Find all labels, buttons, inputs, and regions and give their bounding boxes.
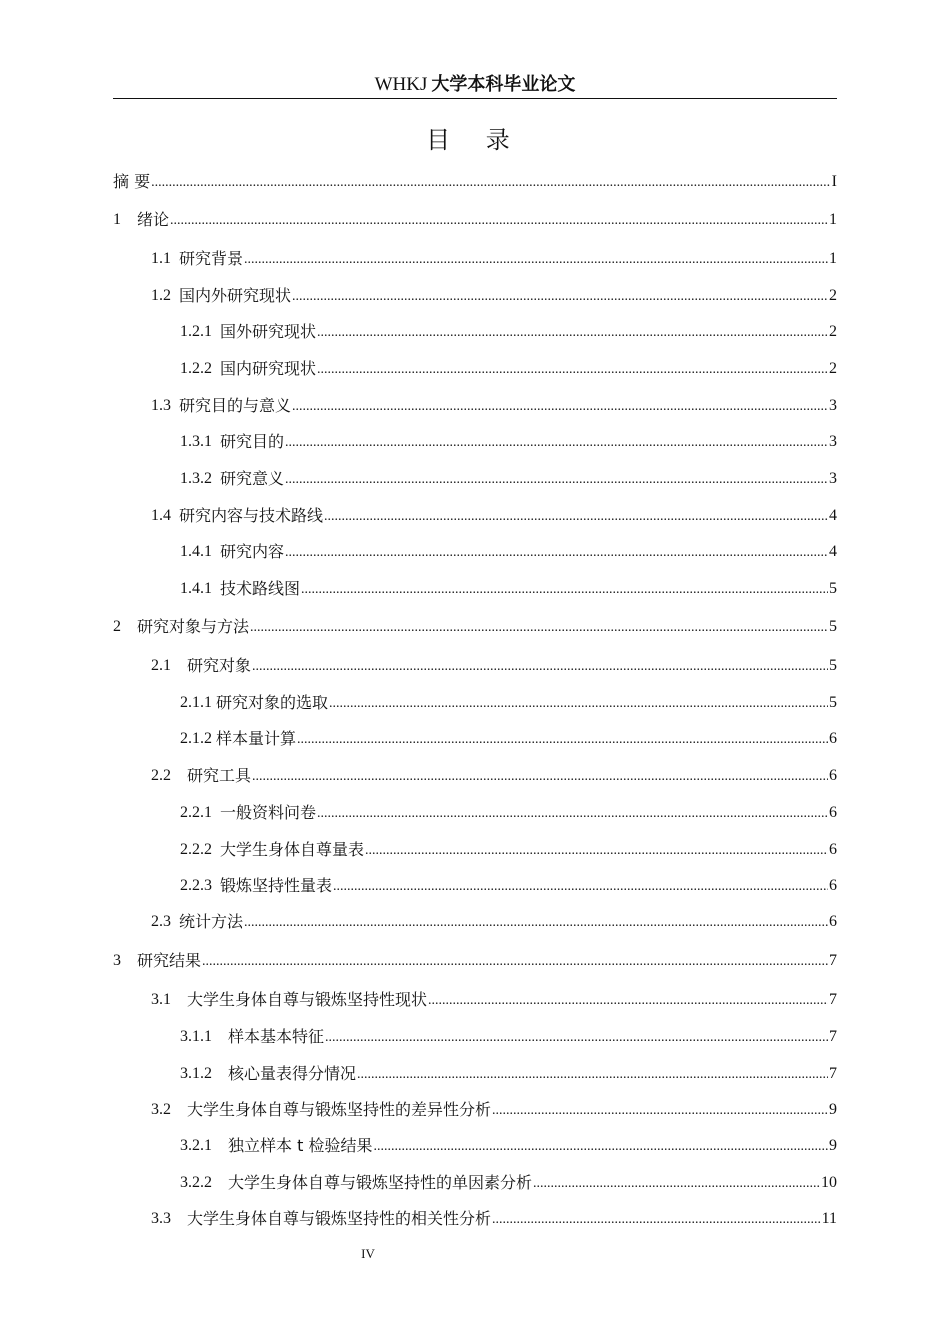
toc-dot-leader	[244, 914, 828, 932]
toc-entry-label: 大学生身体自尊与锻炼坚持性的单因素分析	[228, 1173, 533, 1192]
toc-entry-page: 5	[829, 580, 837, 597]
toc-entry-label: 研究工具	[187, 766, 252, 785]
toc-entry[interactable]	[180, 1060, 837, 1084]
toc-entry-label: 研究对象的选取	[216, 693, 329, 712]
toc-entry-label: 一般资料问卷	[220, 803, 317, 822]
toc-dot-leader	[292, 398, 828, 416]
toc-entry[interactable]	[151, 282, 837, 306]
toc-entry[interactable]	[113, 206, 837, 230]
toc-entry-label: 研究内容与技术路线	[179, 506, 324, 525]
toc-dot-leader	[202, 953, 828, 971]
toc-entry-page: 4	[829, 507, 837, 524]
toc-entry-label: 大学生身体自尊与锻炼坚持性的差异性分析	[187, 1100, 492, 1119]
toc-dot-leader	[373, 1138, 828, 1156]
toc-entry-page: 6	[829, 913, 837, 930]
toc-entry-page: I	[831, 173, 837, 190]
toc-entry[interactable]	[113, 947, 837, 971]
toc-entry-number: 3	[113, 952, 137, 969]
toc-entry-page: 7	[829, 952, 837, 969]
toc-entry[interactable]	[151, 502, 837, 526]
toc-entry-number: 3.2	[151, 1101, 187, 1118]
toc-entry[interactable]	[151, 908, 837, 932]
toc-entry-label: 大学生身体自尊与锻炼坚持性现状	[187, 990, 428, 1009]
toc-entry-label: 统计方法	[179, 912, 244, 931]
toc-entry-page: 7	[829, 1065, 837, 1082]
toc-entry-number: 1.3.2	[180, 470, 220, 487]
toc-entry-label: 样本量计算	[216, 729, 297, 748]
toc-entry[interactable]	[180, 428, 837, 452]
toc-entry-number: 2.1.2	[180, 730, 216, 747]
header-title-text: 大学本科毕业论文	[431, 74, 576, 95]
toc-dot-leader	[244, 251, 828, 269]
toc-dot-leader	[492, 1211, 821, 1229]
toc-entry-page: 6	[829, 804, 837, 821]
toc-dot-leader	[285, 434, 828, 452]
toc-entry-page: 2	[829, 323, 837, 340]
toc-entry[interactable]	[180, 575, 837, 599]
toc-entry-label: 绪论	[137, 210, 170, 229]
toc-entry-number: 3.1.1	[180, 1028, 228, 1045]
toc-dot-leader	[297, 731, 828, 749]
toc-entry[interactable]	[180, 318, 837, 342]
toc-dot-leader	[365, 842, 828, 860]
toc-entry[interactable]	[180, 1023, 837, 1047]
toc-dot-leader	[492, 1102, 828, 1120]
toc-entry[interactable]	[151, 762, 837, 786]
toc-entry[interactable]	[180, 836, 837, 860]
toc-entry-label: 核心量表得分情况	[228, 1064, 357, 1083]
toc-entry-page: 2	[829, 287, 837, 304]
toc-dot-leader	[292, 288, 828, 306]
toc-entry[interactable]	[151, 392, 837, 416]
toc-entry-number: 1.2.2	[180, 360, 220, 377]
toc-entry-page: 2	[829, 360, 837, 377]
toc-entry-label: 国外研究现状	[220, 322, 317, 341]
toc-entry[interactable]	[151, 1096, 837, 1120]
toc-title: 目 录	[426, 126, 524, 154]
toc-entry[interactable]	[180, 799, 837, 823]
toc-entry-page: 5	[829, 657, 837, 674]
toc-entry[interactable]	[180, 538, 837, 562]
toc-entry[interactable]	[180, 1169, 837, 1193]
toc-dot-leader	[151, 174, 831, 192]
toc-entry-page: 3	[829, 433, 837, 450]
toc-entry-label: 研究目的与意义	[179, 396, 292, 415]
toc-entry-number: 2.3	[151, 913, 179, 930]
toc-entry-number: 1	[113, 211, 137, 228]
toc-entry-number: 1.2.1	[180, 323, 220, 340]
toc-entry[interactable]	[151, 245, 837, 269]
toc-entry-number: 3.1	[151, 991, 187, 1008]
toc-entry-label: 国内外研究现状	[179, 286, 292, 305]
toc-entry-number: 3.2.1	[180, 1137, 228, 1154]
toc-dot-leader	[252, 658, 828, 676]
toc-entry-number: 1.2	[151, 287, 179, 304]
toc-entry-number: 2.2.2	[180, 841, 220, 858]
toc-entry-page: 7	[829, 991, 837, 1008]
toc-entry-page: 3	[829, 470, 837, 487]
toc-entry[interactable]	[151, 652, 837, 676]
toc-entry-label: 摘 要	[113, 172, 151, 191]
toc-entry-page: 3	[829, 397, 837, 414]
toc-dot-leader	[329, 695, 828, 713]
toc-entry-page: 11	[821, 1210, 837, 1227]
toc-entry-number: 3.3	[151, 1210, 187, 1227]
toc-entry-label: 研究对象与方法	[137, 617, 250, 636]
toc-entry-page: 6	[829, 841, 837, 858]
toc-entry-number: 2.1.1	[180, 694, 216, 711]
toc-dot-leader	[533, 1175, 820, 1193]
toc-entry[interactable]	[113, 168, 837, 192]
toc-entry-number: 2.2	[151, 767, 187, 784]
toc-dot-leader	[285, 471, 828, 489]
toc-entry-number: 2.1	[151, 657, 187, 674]
toc-entry-label: 大学生身体自尊与锻炼坚持性的相关性分析	[187, 1209, 492, 1228]
toc-entry-number: 1.4.1	[180, 580, 220, 597]
toc-entry-page: 1	[829, 250, 837, 267]
toc-dot-leader	[324, 508, 828, 526]
toc-entry[interactable]	[180, 872, 837, 896]
toc-entry-page: 6	[829, 877, 837, 894]
toc-entry-label: 样本基本特征	[228, 1027, 325, 1046]
toc-entry[interactable]	[180, 465, 837, 489]
toc-dot-leader	[252, 768, 828, 786]
toc-entry-page: 6	[829, 767, 837, 784]
toc-entry-number: 3.1.2	[180, 1065, 228, 1082]
toc-entry-page: 5	[829, 694, 837, 711]
toc-dot-leader	[428, 992, 828, 1010]
toc-entry-number: 3.2.2	[180, 1174, 228, 1191]
toc-entry-number: 2	[113, 618, 137, 635]
toc-entry-label: 研究内容	[220, 542, 285, 561]
toc-entry[interactable]	[180, 689, 837, 713]
toc-entry-page: 7	[829, 1028, 837, 1045]
toc-entry[interactable]	[113, 613, 837, 637]
toc-entry[interactable]	[180, 355, 837, 379]
toc-entry-label: 研究对象	[187, 656, 252, 675]
toc-entry-label: 研究目的	[220, 432, 285, 451]
toc-entry-label: 国内研究现状	[220, 359, 317, 378]
toc-entry-page: 4	[829, 543, 837, 560]
toc-entry-number: 2.2.1	[180, 804, 220, 821]
header-latin-text: WHKJ	[374, 74, 428, 95]
toc-entry-label: 独立样本 t 检验结果	[228, 1136, 373, 1155]
toc-entry-number: 2.2.3	[180, 877, 220, 894]
toc-dot-leader	[317, 324, 828, 342]
toc-dot-leader	[317, 361, 828, 379]
toc-entry[interactable]	[180, 1132, 837, 1156]
toc-entry[interactable]	[151, 1205, 837, 1229]
toc-entry-label: 技术路线图	[220, 579, 301, 598]
toc-dot-leader	[357, 1066, 828, 1084]
toc-dot-leader	[250, 619, 828, 637]
toc-entry[interactable]	[180, 725, 837, 749]
toc-dot-leader	[325, 1029, 828, 1047]
toc-entry-page: 5	[829, 618, 837, 635]
toc-entry-page: 1	[829, 211, 837, 228]
toc-entry-label: 研究背景	[179, 249, 244, 268]
toc-entry-label: 研究意义	[220, 469, 285, 488]
toc-entry-page: 6	[829, 730, 837, 747]
toc-entry-page: 9	[829, 1137, 837, 1154]
toc-entry[interactable]	[151, 986, 837, 1010]
toc-entry-number: 1.3.1	[180, 433, 220, 450]
toc-entry-label: 研究结果	[137, 951, 202, 970]
toc-dot-leader	[333, 878, 828, 896]
toc-entry-page: 9	[829, 1101, 837, 1118]
toc-dot-leader	[170, 212, 828, 230]
toc-dot-leader	[301, 581, 828, 599]
toc-entry-number: 1.4	[151, 507, 179, 524]
toc-entry-page: 10	[821, 1174, 837, 1191]
toc-dot-leader	[317, 805, 828, 823]
toc-entry-label: 锻炼坚持性量表	[220, 876, 333, 895]
toc-entry-number: 1.4.1	[180, 543, 220, 560]
toc-entry-label: 大学生身体自尊量表	[220, 840, 365, 859]
toc-entry-number: 1.3	[151, 397, 179, 414]
page-number: IV	[361, 1246, 375, 1261]
toc-entry-number: 1.1	[151, 250, 179, 267]
toc-dot-leader	[285, 544, 828, 562]
